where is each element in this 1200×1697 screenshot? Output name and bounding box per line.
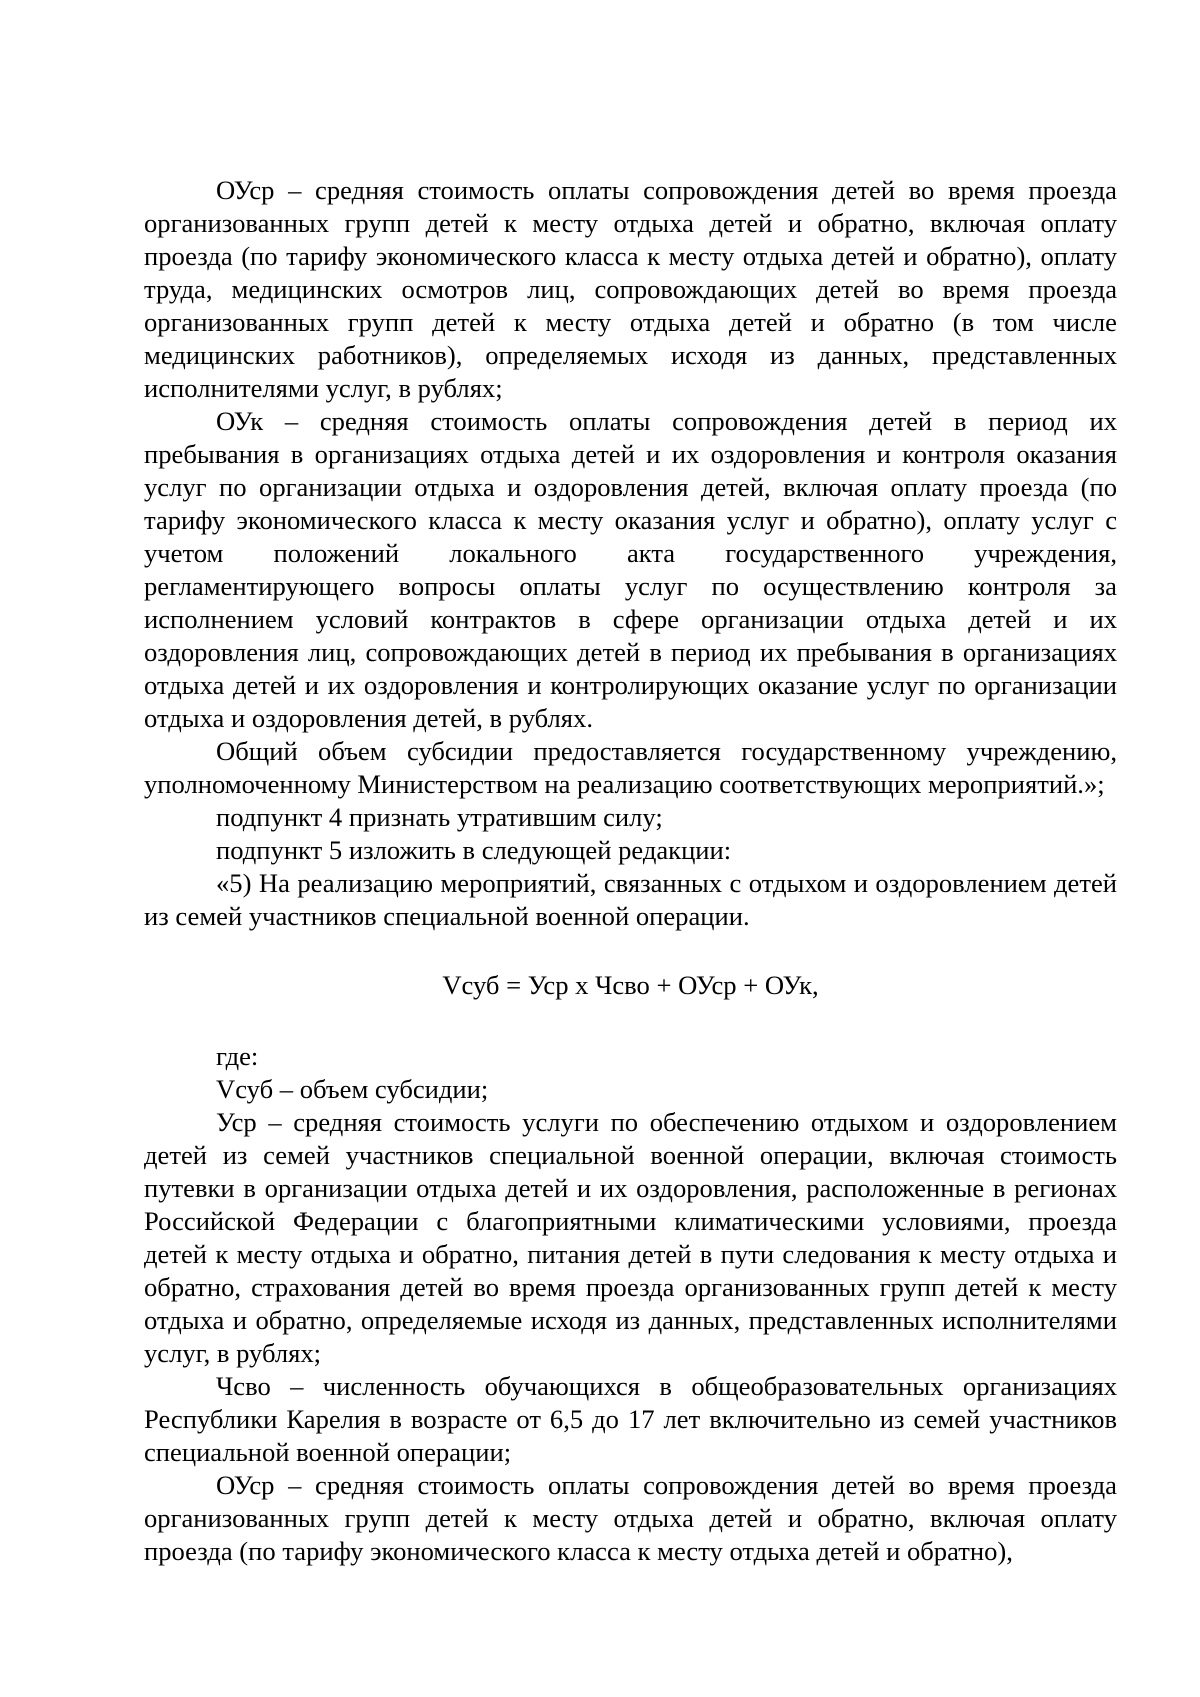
paragraph-ousr-definition-repeat: ОУср – средняя стоимость оплаты сопровождения детей во время проезда организованных групп детей к месту отдыха детей и обратно, включая оплату проезда (по тарифу экономического класса к месту отдыха детей и обратно), [144, 1470, 1117, 1566]
paragraph-item-5-text: «5) На реализацию мероприятий, связанных с отдыхом и оздоровлением детей из семей участников специальной военной операции. [144, 868, 1117, 931]
paragraph-chsvo-definition: Чсво – численность обучающихся в общеобразовательных организациях Республики Карелия в возрасте от 6,5 до 17 лет включительно из семей участников специальной военной операции; [144, 1371, 1117, 1467]
paragraph-ouk-definition: ОУк – средняя стоимость оплаты сопровождения детей в период их пребывания в организациях отдыха детей и их оздоровления и контроля оказания услуг по организации отдыха и оздоровления детей, включая оплату проезда (по тарифу экономического класса к месту оказания услуг и обратно), оплату услуг с учетом положений локального акта государственного учреждения, регламентирующего вопросы оплаты услуг по осуществлению контроля за исполнением условий контрактов в сфере организации отдыха детей и их оздоровления лиц, сопровождающих детей в период их пребывания в организациях отдыха детей и их оздоровления и контролирующих оказание услуг по организации отдыха и оздоровления детей, в рублях. [144, 406, 1117, 733]
paragraph-where: где: [216, 1041, 259, 1071]
paragraph-usr-definition: Уср – средняя стоимость услуги по обеспечению отдыхом и оздоровлением детей из семей участников специальной военной операции, включая стоимость путевки в организации отдыха детей и их оздоровления, расположенные в регионах Российской Федерации с благоприятными климатическими условиями, проезда детей к месту отдыха и обратно, питания детей в пути следования к месту отдыха и обратно, страхования детей во время проезда организованных групп детей к месту отдыха и обратно, определяемые исходя из данных, представленных исполнителями услуг, в рублях; [144, 1107, 1117, 1368]
paragraph-ousr-definition: ОУср – средняя стоимость оплаты сопровождения детей во время проезда организованных групп детей к месту отдыха детей и обратно, включая оплату проезда (по тарифу экономического класса к месту отдыха детей и обратно), оплату труда, медицинских осмотров лиц, сопровождающих детей во время проезда организованных групп детей к месту отдыха детей и обратно (в том числе медицинских работников), определяемых исходя из данных, представленных исполнителями услуг, в рублях; [144, 175, 1117, 403]
paragraph-subitem-4: подпункт 4 признать утратившим силу; [216, 802, 663, 832]
paragraph-vsub-definition: Vсуб – объем субсидии; [216, 1074, 489, 1104]
paragraph-total-subsidy: Общий объем субсидии предоставляется государственному учреждению, уполномоченному Министерством на реализацию соответствующих мероприятий.»; [144, 736, 1117, 799]
document-body [144, 174, 1117, 1568]
subsidy-formula: Vсуб = Уср х Чсво + ОУср + ОУк, [442, 970, 819, 1000]
paragraph-subitem-5: подпункт 5 изложить в следующей редакции: [216, 835, 732, 865]
